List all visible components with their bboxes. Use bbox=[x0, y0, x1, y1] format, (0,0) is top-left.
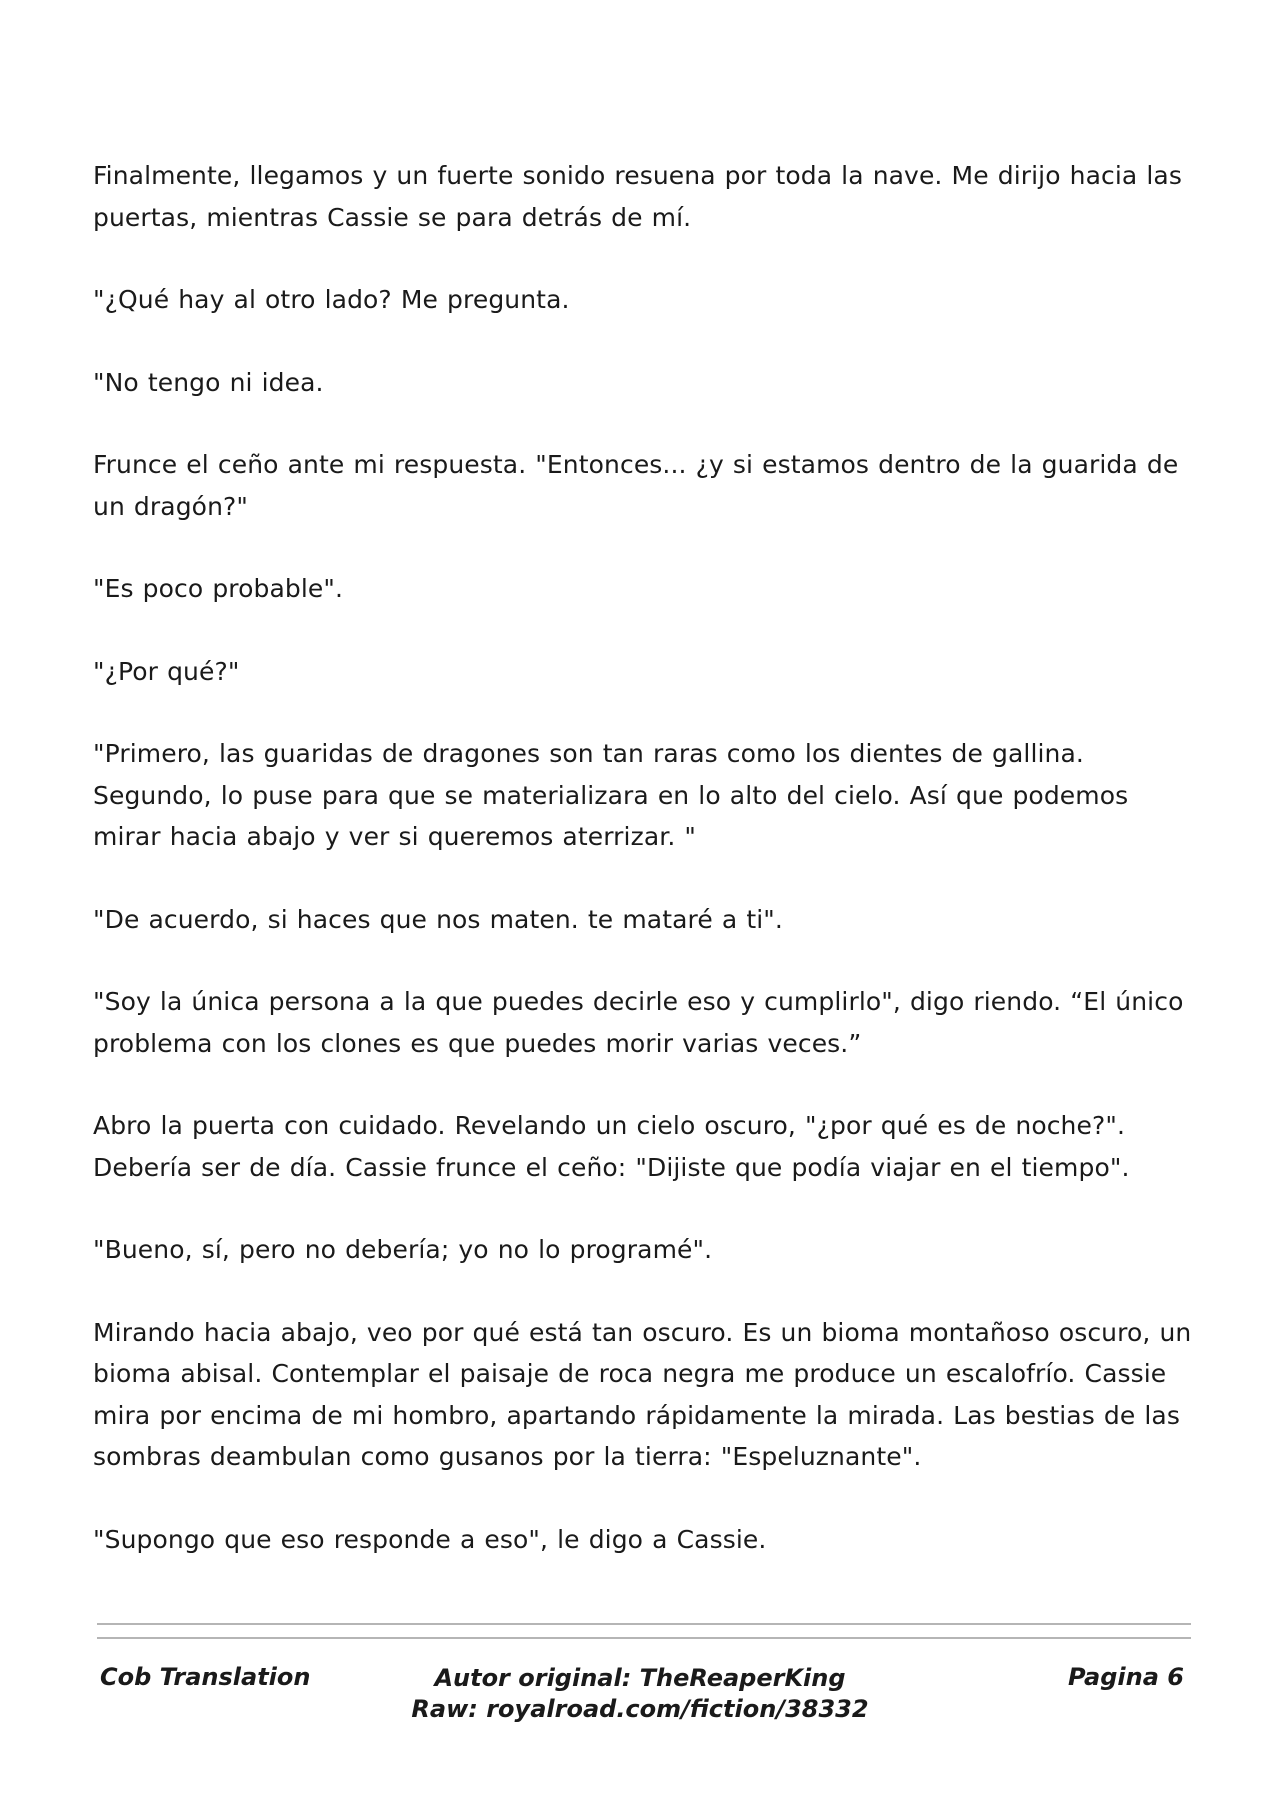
paragraph: "¿Por qué?" bbox=[93, 656, 240, 686]
paragraph: Abro la puerta con cuidado. Revelando un cielo oscuro, "¿por qué es de noche?". Debería ser de día. Cassie frunce el ceño: "Dijiste que podía viajar en el tiempo". bbox=[93, 1111, 1130, 1182]
paragraph: "Es poco probable". bbox=[93, 574, 344, 603]
paragraph: Frunce el ceño ante mi respuesta. "Entonces... ¿y si estamos dentro de la guarida de un dragón?" bbox=[93, 450, 1179, 521]
footer-divider-bottom bbox=[97, 1637, 1191, 1639]
paragraph: "De acuerdo, si haces que nos maten. te mataré a ti". bbox=[93, 904, 783, 934]
chapter-body bbox=[93, 155, 1203, 1601]
paragraph: Mirando hacia abajo, veo por qué está tan oscuro. Es un bioma montañoso oscuro, un bioma abisal. Contemplar el paisaje de roca negra me produce un escalofrío. Cassie mira por encima de mi hombro, apartando rápidamente la mirada. Las bestias de las sombras deambulan como gusanos por la tierra: "Espeluznante". bbox=[93, 1317, 1192, 1471]
paragraph: "No tengo ni idea. bbox=[93, 367, 324, 397]
footer-divider-top bbox=[97, 1623, 1191, 1625]
footer-translator: Cob Translation bbox=[100, 1663, 311, 1691]
footer-original-author: Autor original: TheReaperKing bbox=[434, 1664, 846, 1692]
page-number: Pagina 6 bbox=[1068, 1663, 1184, 1691]
paragraph: "Supongo que eso responde a eso", le digo a Cassie. bbox=[93, 1524, 767, 1554]
paragraph: "Soy la única persona a la que puedes decirle eso y cumplirlo", digo riendo. “El único problema con los clones es que puedes morir varias veces.” bbox=[93, 987, 1184, 1058]
paragraph: "Bueno, sí, pero no debería; yo no lo programé". bbox=[93, 1235, 713, 1264]
paragraph: "¿Qué hay al otro lado? Me pregunta. bbox=[93, 285, 570, 314]
footer-raw-source: Raw: royalroad.com/fiction/38332 bbox=[411, 1695, 869, 1723]
paragraph: Finalmente, llegamos y un fuerte sonido resuena por toda la nave. Me dirijo hacia las puertas, mientras Cassie se para detrás de mí. bbox=[93, 161, 1182, 232]
paragraph: "Primero, las guaridas de dragones son tan raras como los dientes de gallina. Segundo, lo puse para que se materializara en lo alto del cielo. Así que podemos mirar hacia abajo y ver si queremos aterrizar. " bbox=[93, 739, 1129, 851]
